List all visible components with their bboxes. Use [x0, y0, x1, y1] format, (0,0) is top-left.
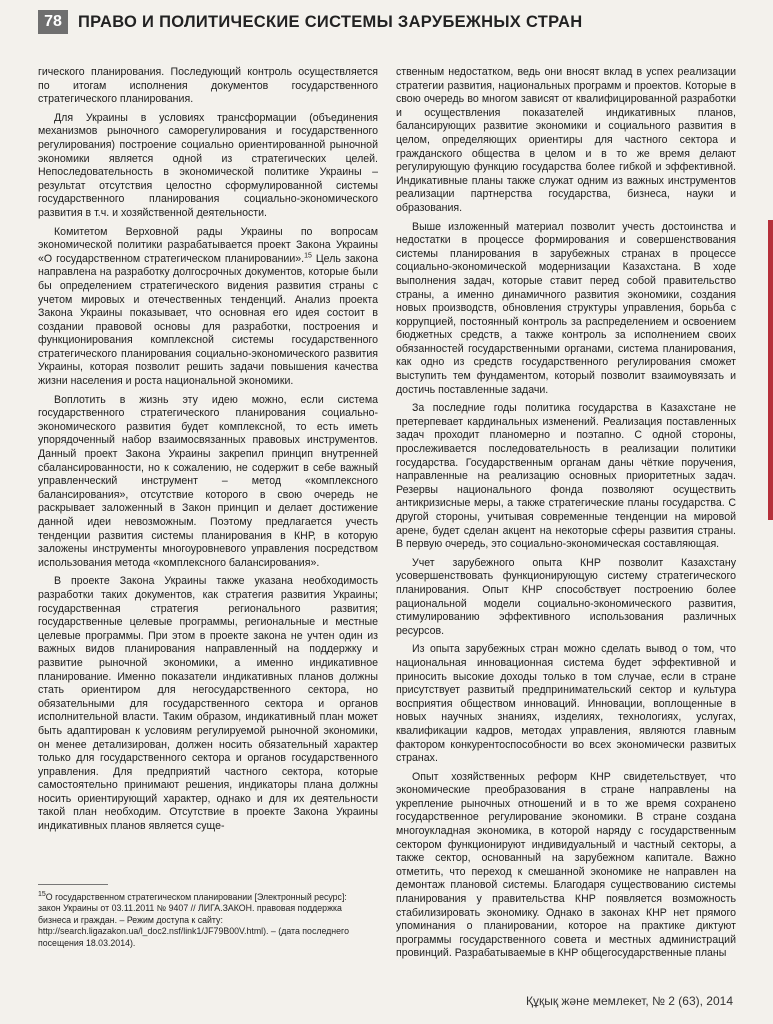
footnote-reference: 15	[304, 252, 312, 260]
paragraph: Для Украины в условиях трансформации (объединения механизмов рыночного саморегулирования и государственного регулирования) построение социально ориентированной рыночной экономики является одной из стратегических целей. Непоследовательность в экономической политике Украины – результат отсутствия целостно сформулированной системы государственного планирования социально-экономического развития в т.ч. и хозяйственной деятельности.	[38, 111, 378, 219]
paragraph: Учет зарубежного опыта КНР позволит Казахстану усовершенствовать функционирующую систему стратегического планирования. Опыт КНР способствует построению более рациональной модели социально-экономического развития, стимулированию эффективного использования различных ресурсов.	[396, 556, 736, 637]
paragraph: Воплотить в жизнь эту идею можно, если система государственного стратегического планирования социально-экономического развития будет комплексной, то есть иметь упорядоченный набор взаимосвязанных правовых инструментов. Данный проект Закона Украины закрепил принцип внутренней сбалансированности, но к сожалению, не содержит в себе важный управленческий инструмент – метод «комплексного балансирования», отсутствие которого в свою очередь не раскрывает заложенный в Закон принцип и делает достижение данной идеи невозможным. Поэтому предлагается учесть тенденции развития системы планирования в КНР, в которую заложены инструменты многоуровневого управления посредством использования метода «комплексного балансирования».	[38, 393, 378, 569]
page-header	[0, 8, 773, 36]
paragraph	[38, 226, 378, 389]
paragraph: Выше изложенный материал позволит учесть достоинства и недостатки в процессе формирования и совершенствования системы планирования в зарубежных странах в процессе социально-экономической модернизации Казахстана. В ходе выполнения задач, которые ставит перед собой правительство страны, а именно динамичного развития экономики, создания новых производств, обновления структуры управления, борьба с коррупцией, постоянный контроль за распределением и освоением бюджетных средств, а также контроль за исполнением своих обязанностей государственными органами, система планирования, как одно из средств государственного регулирования сможет выступить тем фундаментом, который позволит взаимоувязать и достичь поставленные задачи.	[396, 220, 736, 396]
paragraph: В проекте Закона Украины также указана необходимость разработки таких документов, как стратегия развития Украины; государственная стратегия регионального развития; государственные целевые программы, региональные и местные целевые программы. При этом в проекте закона не учтен один из важных видов планирования направленный на поддержку и развитие рыночной экономики, а именно индикативное планирование. Именно показатели индикативных планов должны стать ориентиром для негосударственного сектора, но обязательными для государственного сектора и органов исполнительной власти. Таким образом, индикативный план может быть адаптирован к условиям регулируемой рыночной экономики, он менее детализирован, должен носить обязательный характер только для государственного сектора и органов государственного управления. Для предприятий частного сектора, которые самостоятельно принимают решения, индикаторы плана должны носить ориентирующий характер, однако и для их деятельности такой план необходим. Отсутствие в проекте Закона Украины индикативных планов является суще-	[38, 575, 378, 833]
footnote-number: 15	[38, 891, 46, 899]
journal-footer: Құқық және мемлекет, № 2 (63), 2014	[525, 994, 733, 1008]
section-title: ПРАВО И ПОЛИТИЧЕСКИЕ СИСТЕМЫ ЗАРУБЕЖНЫХ СТРАН	[78, 12, 583, 31]
paragraph: ственным недостатком, ведь они вносят вклад в успех реализации стратегии развития, национальных программ и проектов. Которые в свою очередь во многом зависят от квалифицированной разработки и осуществления показателей индикативных планов, балансирующих развитие экономики и социального развития в целом, определяющих ориентиры для частного сектора и гражданского общества в целом и в то же время делают регулирующую функцию государства более гибкой и эффективной. Индикативные планы также служат одним из важных инструментов реализации партнерства государства, бизнеса, науки и образования.	[396, 66, 736, 214]
footnote	[38, 892, 358, 949]
left-column	[38, 66, 378, 839]
page-number: 78	[38, 10, 68, 34]
paragraph: Опыт хозяйственных реформ КНР свидетельствует, что экономические преобразования в стране направлены на укрепление рыночных отношений и в то же время сохранено государственное регулирование экономики. В стране создана многоукладная экономика, в которой наряду с государственным сектором функционируют индивидуальный и частный секторы, а также сектор, основанный на зарубежном капитале. Важно отметить, что переход к смешанной экономике не направлен на демонтаж плановой системы. Благодаря существованию системы планирования у правительства КНР появляется возможность стабилизировать экономику. Однако в законах КНР нет прямого упоминания о планировании, которое на практике диктуют программы государственного совета и местных администраций провинций. Разрабатываемые в КНР общегосударственные планы	[396, 770, 736, 960]
footnote-text: О государственном стратегическом планировании [Электронный ресурс]: закон Украины от 03.11.2011 № 9407 // ЛИГА.ЗАКОН. правовая поддержка бизнеса и граждан. – Режим доступа к сайту: http://search.ligazakon.ua/l_doc2.nsf/link1/JF79B00V.html). – (дата последнего посещения 18.03.2014).	[38, 892, 349, 948]
page-edge-strip	[768, 220, 773, 520]
paragraph-text: Комитетом Верховной рады Украины по вопросам экономической политики разрабатывается проект Закона Украины «О государственном стратегическом планировании».	[38, 225, 378, 265]
right-column	[396, 66, 736, 966]
paragraph: Из опыта зарубежных стран можно сделать вывод о том, что национальная инновационная система будет эффективной и приносить высокие доходы только в том случае, если в стране присутствует развитый предпринимательский сектор и культура восприятия обществом инноваций. Инновации, воплощенные в новых научных знаниях, изделиях, технологиях, услугах, квалификации кадров, методах управления, являются главным фактором конкурентоспособности во всех экономически развитых странах.	[396, 643, 736, 765]
paragraph: гического планирования. Последующий контроль осуществляется по итогам исполнения документов государственного стратегического планирования.	[38, 66, 378, 106]
footnote-separator	[38, 884, 108, 885]
paragraph: За последние годы политика государства в Казахстане не претерпевает кардинальных изменений. Реализация поставленных задач проходит планомерно и поэтапно. С одной стороны, прослеживается последовательность в реализации политики государства. Государственным органам даны чёткие поручения, направленные на реализацию основных приоритетных задач. Резервы национального фонда позволяют осуществить антикризисные меры, а также стратегические планы государства. С другой стороны, учитывая современные тенденции на мировой арене, будет сделан акцент на некоторые сферы развития страны. В первую очередь, это социально-экономическая составляющая.	[396, 402, 736, 551]
paragraph-text: Цель закона направлена на разработку долгосрочных документов, которые были бы определением стратегического видения развития страны с учетом мировых и отечественных тенденций. Анализ проекта Закона Украины показывает, что основная его идея состоит в создании правовой основы для разработки, построения и функционирования комплексной системы государственного стратегического планирования социально-экономического развития Украины, которая позволит решить задачи повышения качества жизни населения и роста национальной экономики.	[38, 252, 378, 388]
